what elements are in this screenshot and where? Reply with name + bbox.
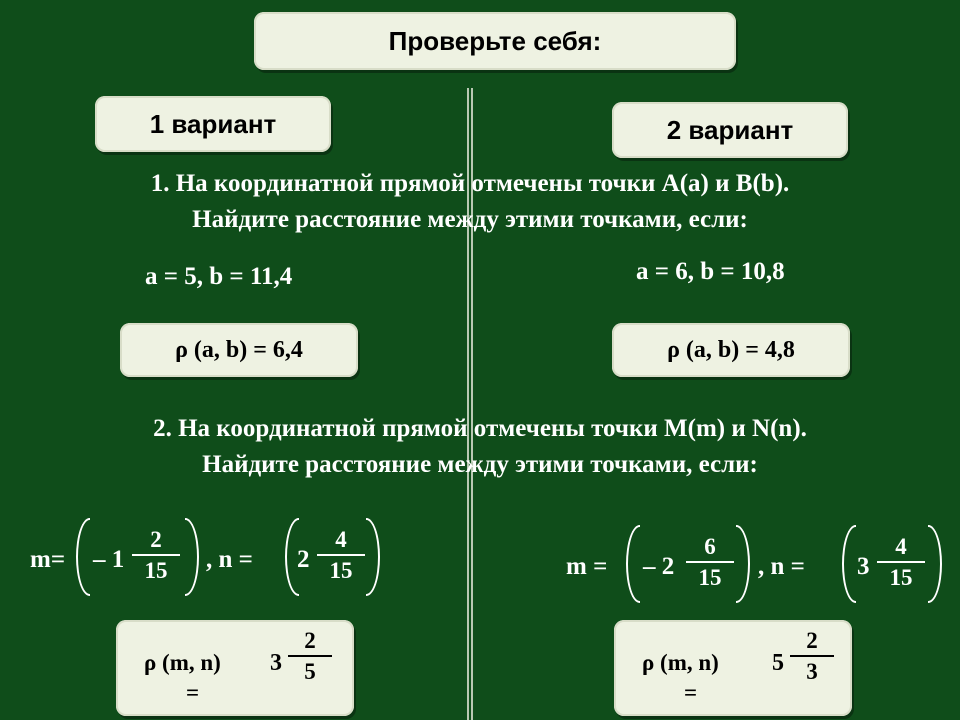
task1-v2-given: a = 6, b = 10,8 — [636, 258, 785, 285]
task2-v2-answer-eq: = — [684, 680, 698, 705]
task2-v2-sep: , n = — [758, 553, 805, 580]
task2-v1-n-fraction-bar — [317, 554, 365, 556]
task2-v2-answer-label: ρ (m, n) — [642, 650, 719, 675]
task1-v1-answer-text: ρ (a, b) = 6,4 — [175, 336, 303, 363]
task1-line2: Найдите расстояние между этими точками, если: — [192, 206, 748, 233]
variant-2-button[interactable] — [612, 102, 848, 158]
task2-v1-n-fraction — [317, 527, 365, 584]
task2-v1-answer-numerator: 2 — [304, 628, 316, 653]
task1-line1: 1. На координатной прямой отмечены точки A(a) и B(b). — [150, 170, 790, 197]
task2-line1: 2. На координатной прямой отмечены точки M(m) и N(n). — [153, 415, 807, 442]
task2-v2-n-fraction-bar — [877, 561, 925, 563]
task2-v1-answer-fraction — [288, 628, 332, 685]
variant-1-button[interactable] — [95, 96, 331, 152]
task2-v2-m-right-paren — [736, 525, 750, 603]
variant-2-label: 2 вариант — [666, 114, 794, 145]
task2-v2-m-left-paren — [626, 525, 640, 603]
task1-v1-answer[interactable] — [120, 323, 358, 377]
task2-v1-m-label: m= — [30, 546, 66, 573]
task2-v2-n-fraction — [877, 534, 925, 591]
task2-v2-n-denominator: 15 — [889, 565, 913, 590]
variant-1-label: 1 вариант — [149, 108, 277, 139]
task2-line2: Найдите расстояние между этими точками, если: — [202, 451, 758, 478]
task1-v2-answer-text: ρ (a, b) = 4,8 — [667, 336, 795, 363]
task2-v2-answer-whole: 5 — [772, 650, 784, 676]
task2-v1-answer-denominator: 5 — [304, 659, 316, 684]
task2-v1-answer[interactable] — [116, 620, 354, 716]
task2-v2-m-fraction-bar — [686, 561, 734, 563]
task2-v1-m-fraction-bar — [132, 554, 180, 556]
task2-v1-m-left-paren — [76, 518, 90, 596]
task2-v2-m-numerator: 6 — [704, 534, 716, 559]
task2-v1-m-whole: – 1 — [93, 546, 125, 573]
task2-v1-n-right-paren — [366, 518, 380, 596]
task2-v1-n-denominator: 15 — [329, 558, 353, 583]
task2-v2-answer[interactable] — [614, 620, 852, 716]
task2-v1-n-numerator: 4 — [335, 527, 347, 552]
task2-v1-sep: , n = — [206, 546, 253, 573]
task2-v1-answer-fraction-bar — [288, 655, 332, 657]
header-banner — [254, 12, 736, 70]
task2-v1-answer-whole: 3 — [270, 650, 282, 676]
task2-v1-answer-label: ρ (m, n) — [144, 650, 221, 675]
task2-v1-m-fraction — [132, 527, 180, 584]
task2-v1-n-whole: 2 — [297, 546, 310, 573]
task2-v2-answer-fraction-bar — [790, 655, 834, 657]
task1-v1-given: a = 5, b = 11,4 — [145, 263, 293, 290]
task2-v2-answer-numerator: 2 — [806, 628, 818, 653]
task2-v2-m-denominator: 15 — [698, 565, 722, 590]
task2-v2-m-whole: – 2 — [643, 553, 675, 580]
task2-v2-m-fraction — [686, 534, 734, 591]
task2-v2-m-label: m = — [566, 553, 608, 580]
task2-v2-answer-fraction — [790, 628, 834, 685]
task2-v1-answer-eq: = — [186, 680, 200, 705]
task2-v2-answer-denominator: 3 — [806, 659, 818, 684]
task2-v2-n-right-paren — [928, 525, 942, 603]
task2-v1-m-numerator: 2 — [150, 527, 162, 552]
task2-v2-n-whole: 3 — [857, 553, 870, 580]
task2-v1-m-denominator: 15 — [144, 558, 168, 583]
task1-v2-answer[interactable] — [612, 323, 850, 377]
task2-v1-m-right-paren — [185, 518, 199, 596]
task2-v2-n-left-paren — [842, 525, 856, 603]
task2-v2-n-numerator: 4 — [895, 534, 907, 559]
page-title: Проверьте себя: — [388, 25, 602, 56]
